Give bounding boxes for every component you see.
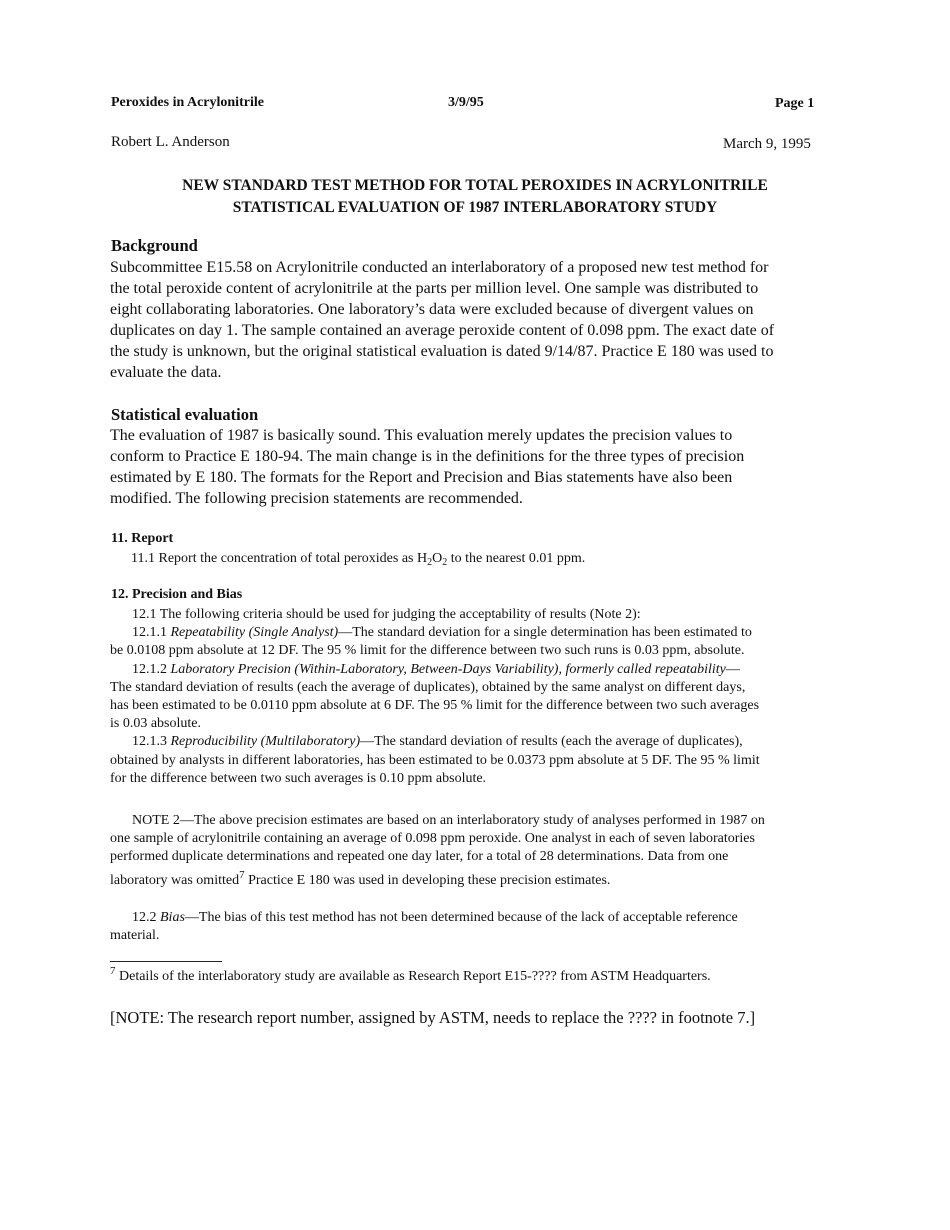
background-line: eight collaborating laboratories. One laboratory’s data were excluded because of divergent values on [110,300,754,318]
statistical-heading: Statistical evaluation [111,405,259,424]
report-text-post: to the nearest 0.01 ppm. [447,551,586,566]
editor-note: [NOTE: The research report number, assigned by ASTM, needs to replace the ???? in footnote 7.] [110,1008,756,1027]
precision-heading: 12. Precision and Bias [111,587,243,602]
header-date: 3/9/95 [448,95,484,110]
header-title: Peroxides in Acrylonitrile [111,95,264,110]
background-line: Subcommittee E15.58 on Acrylonitrile conducted an interlaboratory of a proposed new test method for [110,259,769,276]
document-date: March 9, 1995 [723,136,811,152]
clause-number: 12.1.2 [132,661,171,677]
note-line [110,868,840,890]
note-text-pre: laboratory was omitted [110,872,240,888]
footnote-line [110,965,840,986]
clause-text: —The standard deviation of results (each the average of duplicates), [360,734,743,750]
statistical-line: The evaluation of 1987 is basically sound. This evaluation merely updates the precision values to [110,427,733,444]
clause-12-1-1 [110,624,840,642]
background-line: evaluate the data. [110,363,222,381]
footnote-ref: 7 [239,868,245,881]
clause-continuation: is 0.03 absolute. [110,716,201,732]
clause-text: — [725,661,740,677]
clause-continuation: be 0.0108 ppm absolute at 12 DF. The 95 % limit for the difference between two such runs is 0.03 ppm, absolute. [110,643,745,659]
clause-continuation: The standard deviation of results (each the average of duplicates), obtained by the same analyst on different days, [110,679,746,695]
report-line [110,550,840,568]
footnote [110,965,840,986]
note-2 [110,812,840,890]
footnote-text: Details of the interlaboratory study are available as Research Report E15-???? from ASTM Headquarters. [115,969,711,984]
clause-text: —The standard deviation for a single determination has been estimated to [338,625,752,641]
clause-12-1-3 [110,733,840,751]
note-text-post: Practice E 180 was used in developing these precision estimates. [244,872,611,888]
clause-italic-title: Bias [160,910,185,925]
clause-number: 12.2 [132,910,160,925]
clause-12-1: 12.1 The following criteria should be used for judging the acceptability of results (Note 2): [132,607,641,622]
statistical-line: modified. The following precision statements are recommended. [110,489,523,507]
document-title [110,175,840,219]
report-subscript: 2 [442,557,448,568]
clause-number: 12.1.3 [132,734,171,750]
report-section [110,550,840,568]
background-line: duplicates on day 1. The sample contained an average peroxide content of 0.098 ppm. The exact date of [110,321,775,339]
clause-text: —The bias of this test method has not been determined because of the lack of acceptable reference [184,910,738,925]
clause-12-1-2 [110,661,840,679]
clause-continuation: for the difference between two such averages is 0.10 ppm absolute. [110,770,487,786]
report-text-mid: O [432,551,443,566]
background-heading: Background [111,236,198,255]
clause-italic-title: Reproducibility (Multilaboratory) [170,734,361,750]
background-line: the total peroxide content of acrylonitrile at the parts per million level. One sample was distributed to [110,279,759,297]
header-page-number: Page 1 [775,96,815,111]
note-line: one sample of acrylonitrile containing an average of 0.098 ppm peroxide. One analyst in each of seven laboratories [110,831,755,847]
statistical-paragraph [110,426,840,510]
background-line: the study is unknown, but the original statistical evaluation is dated 9/14/87. Practice E 180 was used to [110,342,774,360]
bias-line [110,909,840,927]
title-line-2: STATISTICAL EVALUATION OF 1987 INTERLABORATORY STUDY [232,199,718,216]
clause-number: 12.1.1 [132,625,171,641]
clause-italic-title: Laboratory Precision (Within-Laboratory, Between-Days Variability), formerly called repeatability [170,661,726,677]
statistical-line: conform to Practice E 180-94. The main change is in the definitions for the three types of precision [110,447,745,465]
report-subscript: 2 [427,557,433,568]
note-line: performed duplicate determinations and repeated one day later, for a total of 28 determinations. Data from one [110,849,729,865]
author: Robert L. Anderson [111,134,230,150]
report-text-pre: 11.1 Report the concentration of total peroxides as H [131,551,428,566]
statistical-line: estimated by E 180. The formats for the Report and Precision and Bias statements have also been [110,468,733,486]
footnote-divider [110,961,222,962]
background-paragraph [110,258,840,383]
clause-italic-title: Repeatability (Single Analyst) [170,625,339,641]
clause-continuation: obtained by analysts in different laboratories, has been estimated to be 0.0373 ppm absolute at 5 DF. The 95 % limit [110,752,760,768]
clause-continuation: material. [110,928,160,944]
footnote-marker: 7 [110,965,116,977]
note-line: NOTE 2—The above precision estimates are based on an interlaboratory study of analyses performed in 1987 on [132,813,765,828]
report-heading: 11. Report [111,531,174,546]
title-line-1: NEW STANDARD TEST METHOD FOR TOTAL PEROXIDES IN ACRYLONITRILE [182,177,768,194]
clause-12-2 [110,909,840,945]
clause-continuation: has been estimated to be 0.0110 ppm absolute at 6 DF. The 95 % limit for the difference between two such averages [110,698,760,714]
precision-section [110,606,840,788]
